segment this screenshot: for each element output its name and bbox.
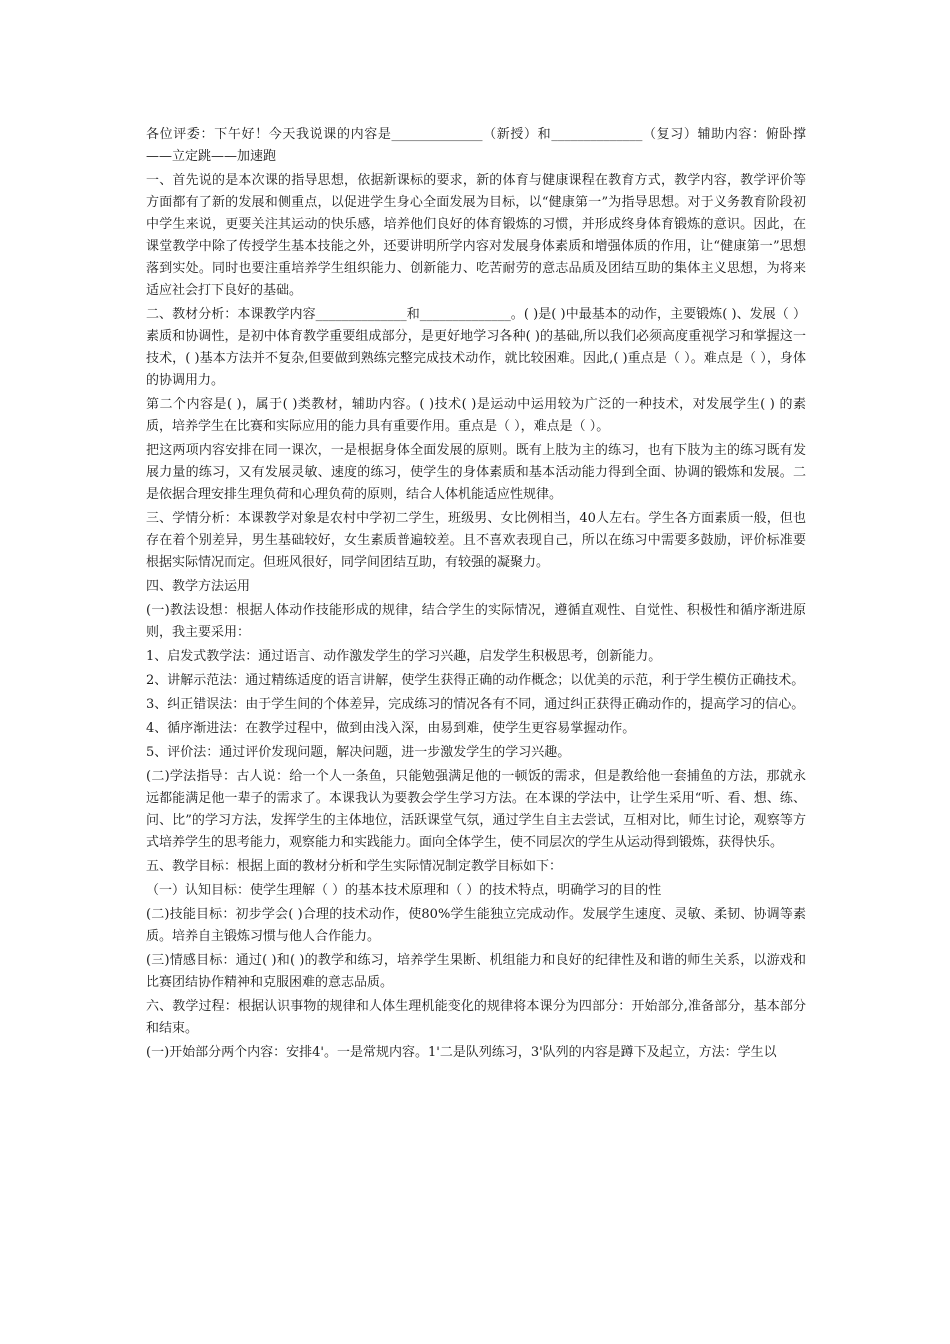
teaching-process-paragraph: 六、教学过程：根据认识事物的规律和人体生理机能变化的规律将本课分为四部分：开始部分,准备部分，基本部分和结束。 xyxy=(146,999,806,1036)
material-analysis-paragraph: 二、教材分析：本课教学内容______________和______________。( )是( )中最基本的动作，主要锻炼( )、发展（ ）素质和协调性，是初中体育教学重要组成部分，是更好地学习各种( )的基础,所以我们必须高度重视学习和掌握这一技术，( )基本方法并不复杂,但要做到熟练完整完成技术动作，就比较困难。因此,( )重点是（ ）。难点是（ ），身体的协调用力。 xyxy=(146,307,806,388)
method-item-2: 2、讲解示范法：通过精练适度的语言讲解，使学生获得正确的动作概念；以优美的示范，利于学生模仿正确技术。 xyxy=(146,673,805,688)
arrangement-paragraph: 把这两项内容安排在同一课次，一是根据身体全面发展的原则。既有上肢为主的练习，也有下肢为主的练习既有发展力量的练习，又有发展灵敏、速度的练习，使学生的身体素质和基本活动能力得到全面、协调的锻炼和发展。二是依据合理安排生理负荷和心理负荷的原则，结合人体机能适应性规律。 xyxy=(146,443,806,502)
method-item-1: 1、启发式教学法：通过语言、动作激发学生的学习兴趣，启发学生积极思考，创新能力。 xyxy=(146,649,662,664)
affective-objective: (三)情感目标：通过( )和( )的教学和练习，培养学生果断、机组能力和良好的纪律性及和谐的师生关系，以游戏和比赛团结协作精神和克服困难的意志品质。 xyxy=(146,953,806,990)
skill-objective: (二)技能目标：初步学会( )合理的技术动作，使80%学生能独立完成动作。发展学生速度、灵敏、柔韧、协调等素质。培养自主锻炼习惯与他人合作能力。 xyxy=(146,907,806,944)
section-heading-methods: 四、教学方法运用 xyxy=(146,579,251,594)
opening-part-paragraph: (一)开始部分两个内容：安排4'。一是常规内容。1'二是队列练习，3'队列的内容是蹲下及起立，方法：学生以 xyxy=(146,1045,777,1060)
learning-guidance-paragraph: (二)学法指导：古人说：给一个人一条鱼，只能勉强满足他的一顿饭的需求，但是教给他一套捕鱼的方法，那就永远都能满足他一辈子的需求了。本课我认为要教会学生学习方法。在本课的学法中，让学生采用“听、看、想、练、问、比”的学习方法，发挥学生的主体地位，活跃课堂气氛，通过学生自主去尝试，互相对比，师生讨论，观察等方式培养学生的思考能力，观察能力和实践能力。面向全体学生，使不同层次的学生从运动得到锻炼，获得快乐。 xyxy=(146,769,806,850)
document-page xyxy=(146,124,806,1066)
method-item-5: 5、评价法：通过评价发现问题，解决问题，进一步激发学生的学习兴趣。 xyxy=(146,745,571,760)
method-item-4: 4、循序渐进法：在教学过程中，做到由浅入深，由易到难，使学生更容易掌握动作。 xyxy=(146,721,636,736)
teaching-method-intro: (一)教法设想：根据人体动作技能形成的规律，结合学生的实际情况，遵循直观性、自觉性、积极性和循序渐进原则，我主要采用： xyxy=(146,603,806,640)
second-content-paragraph: 第二个内容是( )，属于( )类教材，辅助内容。( )技术( )是运动中运用较为广泛的一种技术，对发展学生( ) 的素质，培养学生在比赛和实际应用的能力具有重要作用。重点是（ ），难点是（ ）。 xyxy=(146,397,806,434)
method-item-3: 3、纠正错误法：由于学生间的个体差异，完成练习的情况各有不同，通过纠正获得正确动作的，提高学习的信心。 xyxy=(146,697,805,712)
cognitive-objective: （一）认知目标：使学生理解（ ）的基本技术原理和（ ）的技术特点，明确学习的目的性 xyxy=(146,883,662,898)
opening-paragraph: 各位评委：下午好！今天我说课的内容是______________（新授）和______________（复习）辅助内容：俯卧撑——立定跳——加速跑 xyxy=(146,127,806,164)
objectives-heading: 五、教学目标：根据上面的教材分析和学生实际情况制定教学目标如下： xyxy=(146,859,563,874)
guiding-ideology-paragraph: 一、首先说的是本次课的指导思想，依据新课标的要求，新的体育与健康课程在教育方式，教学内容，教学评价等方面都有了新的发展和侧重点，以促进学生身心全面发展为目标，以“健康第一”为指导思想。对于义务教育阶段初中学生来说，更要关注其运动的快乐感，培养他们良好的体育锻炼的习惯，并形成终身体育锻炼的意识。因此，在课堂教学中除了传授学生基本技能之外，还要讲明所学内容对发展身体素质和增强体质的作用，让“健康第一”思想落到实处。同时也要注重培养学生组织能力、创新能力、吃苦耐劳的意志品质及团结互助的集体主义思想，为将来适应社会打下良好的基础。 xyxy=(146,173,806,298)
learner-analysis-paragraph: 三、学情分析：本课教学对象是农村中学初二学生，班级男、女比例相当，40人左右。学生各方面素质一般，但也存在着个别差异，男生基础较好，女生素质普遍较差。且不喜欢表现自己，所以在练习中需要多鼓励，评价标准要根据实际情况而定。但班风很好，同学间团结互助，有较强的凝聚力。 xyxy=(146,511,806,570)
